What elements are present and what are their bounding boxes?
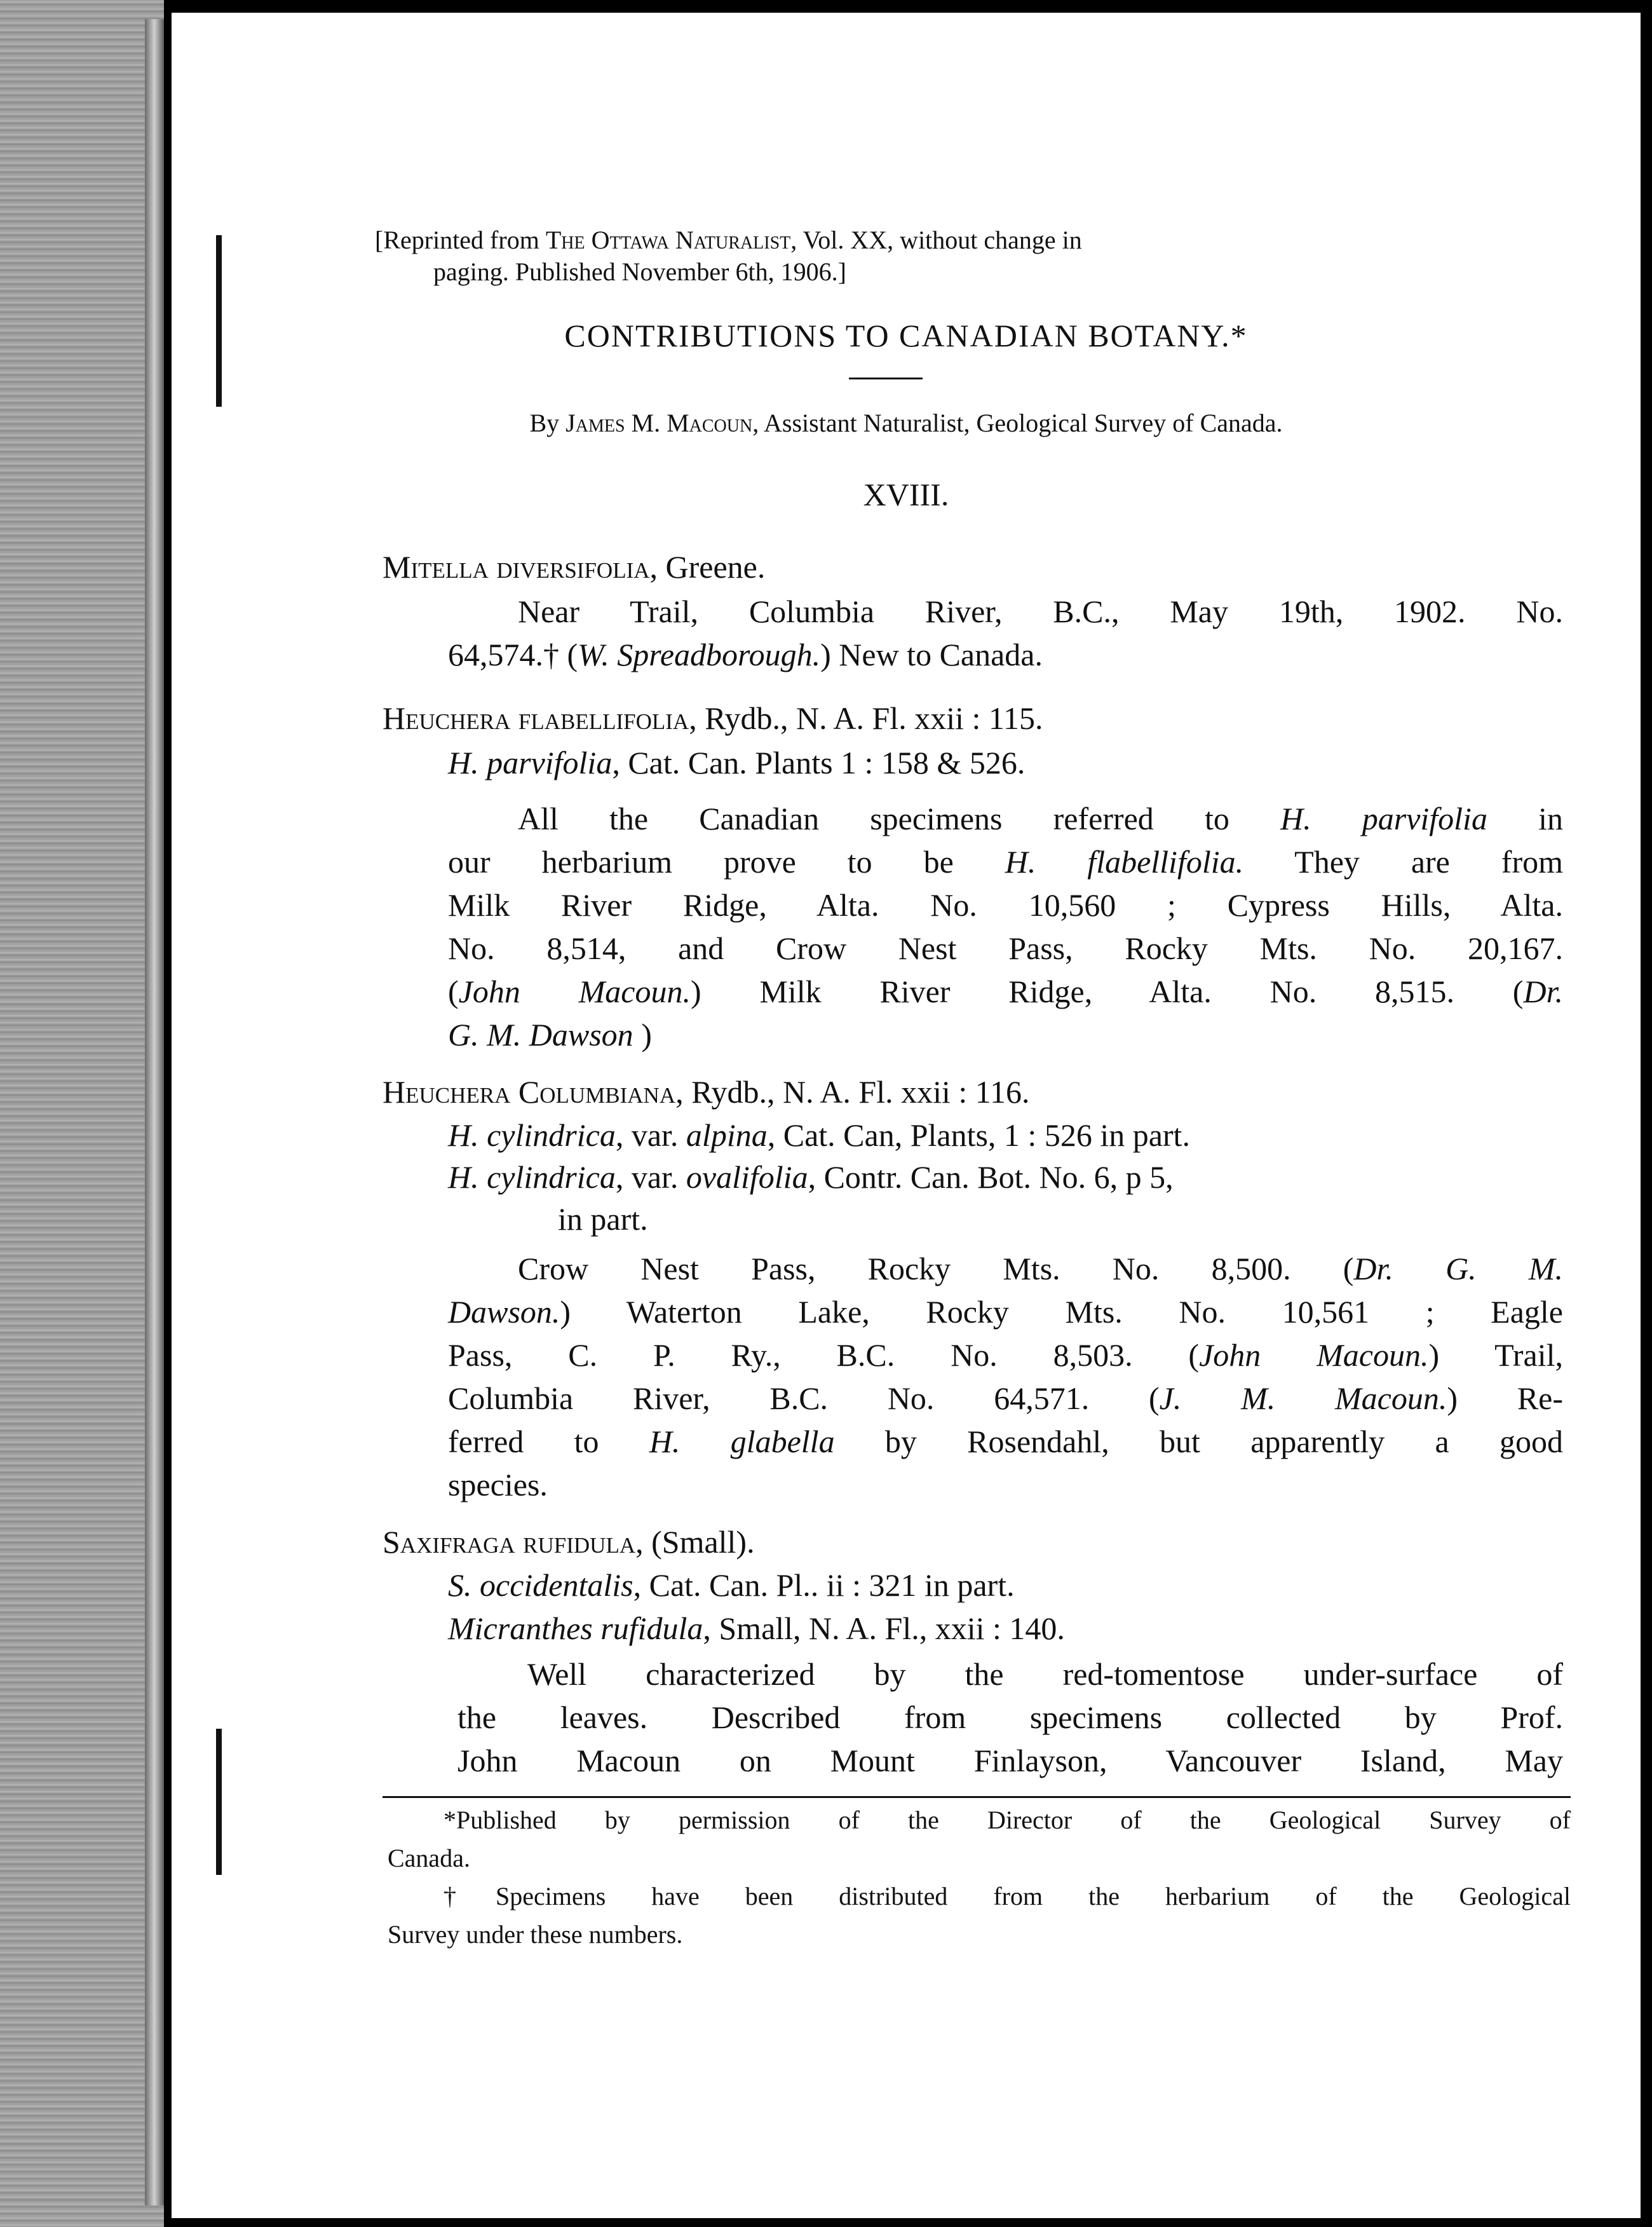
entry-text: Milk River Ridge, Alta. No. 10,560 ; Cypress Hills, Alta. xyxy=(448,887,1563,923)
byline-by: By xyxy=(529,409,566,437)
page-title: CONTRIBUTIONS TO CANADIAN BOTANY.* xyxy=(564,318,1248,353)
entry-heading-heuchera-flabellifolia xyxy=(383,699,1043,737)
title-rule xyxy=(849,378,923,379)
entry-text: ferred to H. glabella by Rosendahl, but apparently a good xyxy=(448,1424,1563,1459)
species-authority: , (Small). xyxy=(635,1524,755,1560)
entry-text: our herbarium prove to be H. flabellifolia. They are from xyxy=(448,844,1564,880)
book-spine xyxy=(0,0,164,2227)
entry-text: Dawson.) Waterton Lake, Rocky Mts. No. 10,561 ; Eagle xyxy=(448,1294,1563,1330)
footnote-permission: *Published by permission of the Director of the Geological Survey of xyxy=(443,1806,1571,1834)
entry-text: (John Macoun.) Milk River Ridge, Alta. No. 8,515. (Dr. xyxy=(448,974,1563,1009)
entry-text: Near Trail, Columbia River, B.C., May 19th, 1902. No. xyxy=(518,594,1563,629)
spine-edge xyxy=(145,19,164,2205)
species-name: Saxifraga rufidula xyxy=(383,1524,636,1560)
entry-text: All the Canadian specimens referred to H. parvifolia in xyxy=(518,801,1563,836)
reprint-notice-line2: paging. Published November 6th, 1906.] xyxy=(433,257,846,286)
author-name: James M. Macoun xyxy=(565,409,753,437)
entry-heading-heuchera-columbiana xyxy=(383,1073,1029,1111)
synonym-name: H. parvifolia xyxy=(448,745,613,780)
synonym-line: H. cylindrica, var. alpina, Cat. Can, Plants, 1 : 526 in part. xyxy=(448,1117,1190,1153)
collector-name: W. Spreadborough. xyxy=(578,637,821,672)
entry-heading-mitella xyxy=(383,548,765,586)
entry-text: No. 8,514, and Crow Nest Pass, Rocky Mts. No. 20,167. xyxy=(448,930,1563,966)
species-authority: , Rydb., N. A. Fl. xxii : 115. xyxy=(689,700,1043,736)
journal-name: The Ottawa Naturalist xyxy=(545,226,791,254)
species-authority: , Greene. xyxy=(649,549,766,585)
footnote-specimens: †Specimens have been distributed from the herbarium of the Geological xyxy=(443,1882,1571,1910)
species-name: Heuchera Columbiana xyxy=(383,1074,676,1110)
entry-text: 64,574.† (W. Spreadborough.) New to Canada. xyxy=(448,637,1043,672)
entry-text: John Macoun on Mount Finlayson, Vancouver Island, May xyxy=(457,1743,1563,1778)
synonym-line: in part. xyxy=(558,1201,648,1237)
footnote-specimens-cont: Survey under these numbers. xyxy=(388,1920,683,1949)
page-sheet xyxy=(172,13,1641,2218)
synonym-line: H. cylindrica, var. ovalifolia, Contr. Can. Bot. No. 6, p 5, xyxy=(448,1159,1174,1195)
entry-text: Pass, C. P. Ry., B.C. No. 8,503. (John Macoun.) Trail, xyxy=(448,1337,1563,1373)
species-authority: , Rydb., N. A. Fl. xxii : 116. xyxy=(675,1074,1030,1110)
reprint-notice-line1 xyxy=(375,225,1563,255)
margin-mark-bottom xyxy=(216,1729,222,1875)
entry-text: Crow Nest Pass, Rocky Mts. No. 8,500. (Dr. G. M. xyxy=(518,1251,1563,1286)
synonym-line: S. occidentalis, Cat. Can. Pl.. ii : 321 in part. xyxy=(448,1567,1015,1603)
reprint-volume: , Vol. XX, without change in xyxy=(790,226,1082,254)
species-name: Heuchera flabellifolia xyxy=(383,700,689,736)
entry-text: the leaves. Described from specimens collected by Prof. xyxy=(457,1699,1563,1735)
entry-text: Columbia River, B.C. No. 64,571. (J. M. Macoun.) Re- xyxy=(448,1380,1564,1416)
part-number: XVIII. xyxy=(863,477,949,512)
reprint-prefix: [Reprinted from xyxy=(375,226,546,254)
author-affiliation: , Assistant Naturalist, Geological Survey of Canada. xyxy=(752,409,1283,437)
footnote-permission-cont: Canada. xyxy=(388,1844,470,1872)
entry-text: G. M. Dawson ) xyxy=(448,1017,652,1052)
entry-text: Well characterized by the red-tomentose under-surface of xyxy=(527,1656,1563,1692)
entry-heading-saxifraga-rufidula xyxy=(383,1523,755,1561)
entry-text: species. xyxy=(448,1467,548,1502)
species-name: Mitella diversifolia xyxy=(383,549,650,585)
synonym-line: Micranthes rufidula, Small, N. A. Fl., xxii : 140. xyxy=(448,1611,1065,1646)
footnote-rule xyxy=(383,1796,1571,1798)
synonym-line: H. parvifolia, Cat. Can. Plants 1 : 158 & 526. xyxy=(448,745,1026,780)
byline xyxy=(172,408,1641,439)
